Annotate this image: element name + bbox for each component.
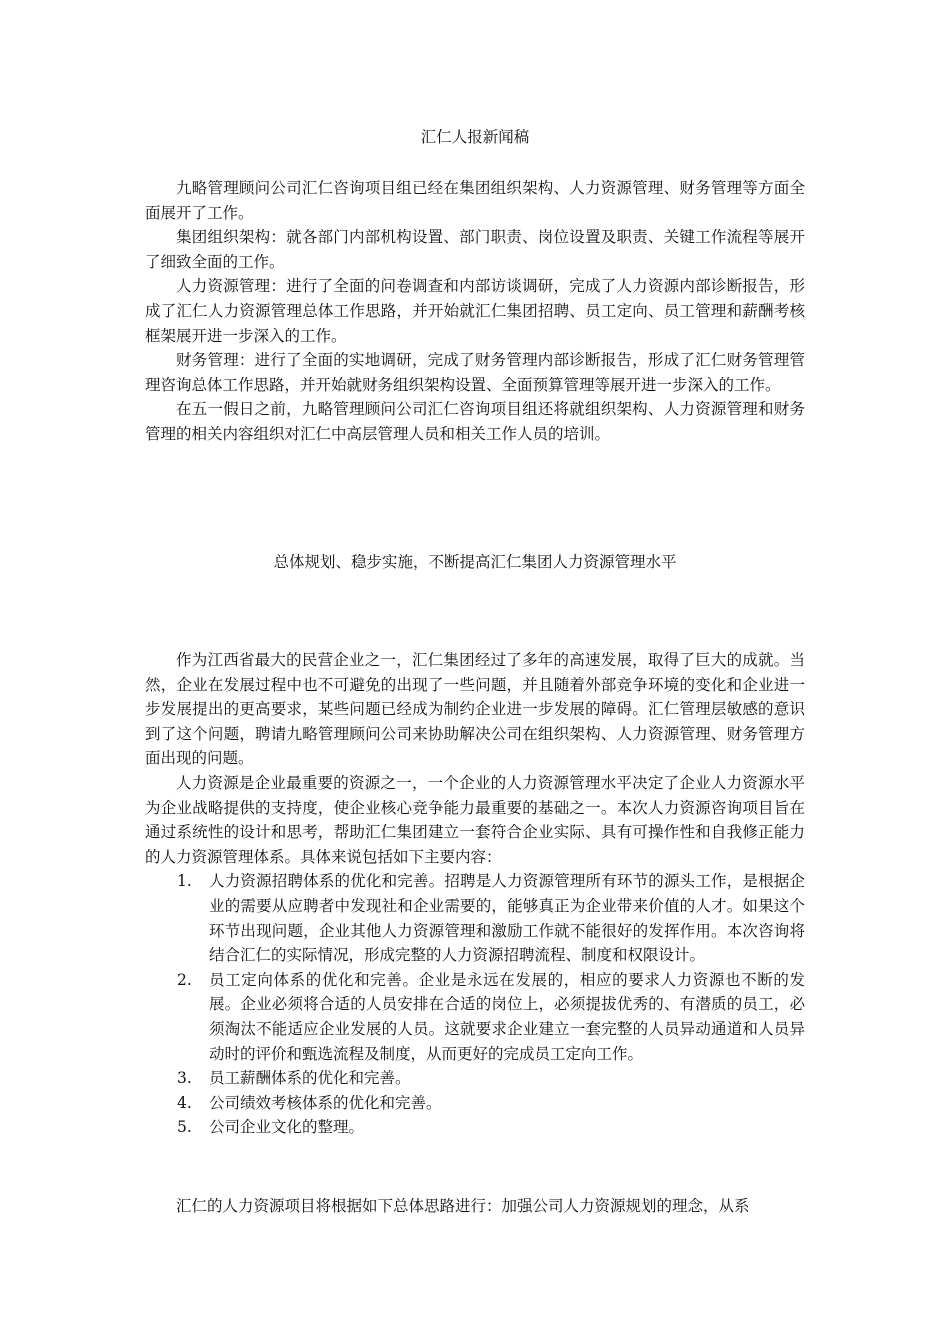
list-text: 人力资源招聘体系的优化和完善。招聘是人力资源管理所有环节的源头工作，是根据企业的需要从应聘者中发现社和企业需要的，能够真正为企业带来价值的人才。如果这个环节出现问题，企业其他人力资源管理和激励工作就不能很好的发挥作用。本次咨询将结合汇仁的实际情况，形成完整的人力资源招聘流程、制度和权限设计。 [209, 872, 805, 965]
list-item [145, 1115, 805, 1140]
list-text: 公司企业文化的整理。 [209, 1118, 365, 1137]
list-number: 1. [177, 872, 192, 891]
list-item [145, 869, 805, 967]
list-text: 公司绩效考核体系的优化和完善。 [209, 1093, 442, 1112]
article-body [145, 648, 805, 1140]
list-item [145, 1091, 805, 1116]
list-item [145, 1066, 805, 1091]
list-number: 2. [177, 970, 192, 989]
list-number: 5. [177, 1118, 192, 1137]
article-closing-block [145, 1194, 805, 1219]
news-paragraph: 集团组织架构：就各部门内部机构设置、部门职责、岗位设置及职责、关键工作流程等展开了细致全面的工作。 [145, 228, 805, 271]
list-text: 员工定向体系的优化和完善。企业是永远在发展的，相应的要求人力资源也不断的发展。企业必须将合适的人员安排在合适的岗位上，必须提拔优秀的、有潜质的员工，必须淘汰不能适应企业发展的人员。这就要求企业建立一套完整的人员异动通道和人员异动时的评价和甄选流程及制度，从而更好的完成员工定向工作。 [209, 970, 805, 1063]
news-body [145, 176, 805, 447]
news-paragraph: 人力资源管理：进行了全面的问卷调查和内部访谈调研，完成了人力资源内部诊断报告，形成了汇仁人力资源管理总体工作思路，并开始就汇仁集团招聘、员工定向、员工管理和薪酬考核框架展开进一步深入的工作。 [145, 277, 805, 345]
article-paragraph: 人力资源是企业最重要的资源之一，一个企业的人力资源管理水平决定了企业人力资源水平为企业战略提供的支持度，使企业核心竞争能力最重要的基础之一。本次人力资源咨询项目旨在通过系统性的设计和思考，帮助汇仁集团建立一套符合企业实际、具有可操作性和自我修正能力的人力资源管理体系。具体来说包括如下主要内容： [145, 773, 805, 866]
news-paragraph: 九略管理顾问公司汇仁咨询项目组已经在集团组织架构、人力资源管理、财务管理等方面全面展开了工作。 [145, 179, 805, 222]
list-item [145, 968, 805, 1066]
content-list [145, 869, 805, 1140]
list-number: 4. [177, 1093, 192, 1112]
list-text: 员工薪酬体系的优化和完善。 [209, 1069, 411, 1088]
article-paragraph: 作为江西省最大的民营企业之一，汇仁集团经过了多年的高速发展，取得了巨大的成就。当然，企业在发展过程中也不可避免的出现了一些问题，并且随着外部竞争环境的变化和企业进一步发展提出的更高要求，某些问题已经成为制约企业进一步发展的障碍。汇仁管理层敏感的意识到了这个问题，聘请九略管理顾问公司来协助解决公司在组织架构、人力资源管理、财务管理方面出现的问题。 [145, 651, 805, 768]
list-number: 3. [177, 1069, 192, 1088]
article-title: 总体规划、稳步实施，不断提高汇仁集团人力资源管理水平 [273, 553, 677, 571]
news-title: 汇仁人报新闻稿 [420, 128, 530, 146]
news-paragraph: 财务管理：进行了全面的实地调研，完成了财务管理内部诊断报告，形成了汇仁财务管理管理咨询总体工作思路，并开始就财务组织架构设置、全面预算管理等展开进一步深入的工作。 [145, 351, 805, 394]
news-paragraph: 在五一假日之前，九略管理顾问公司汇仁咨询项目组还将就组织架构、人力资源管理和财务管理的相关内容组织对汇仁中高层管理人员和相关工作人员的培训。 [145, 400, 805, 443]
article-closing: 汇仁的人力资源项目将根据如下总体思路进行：加强公司人力资源规划的理念，从系 [176, 1197, 750, 1215]
